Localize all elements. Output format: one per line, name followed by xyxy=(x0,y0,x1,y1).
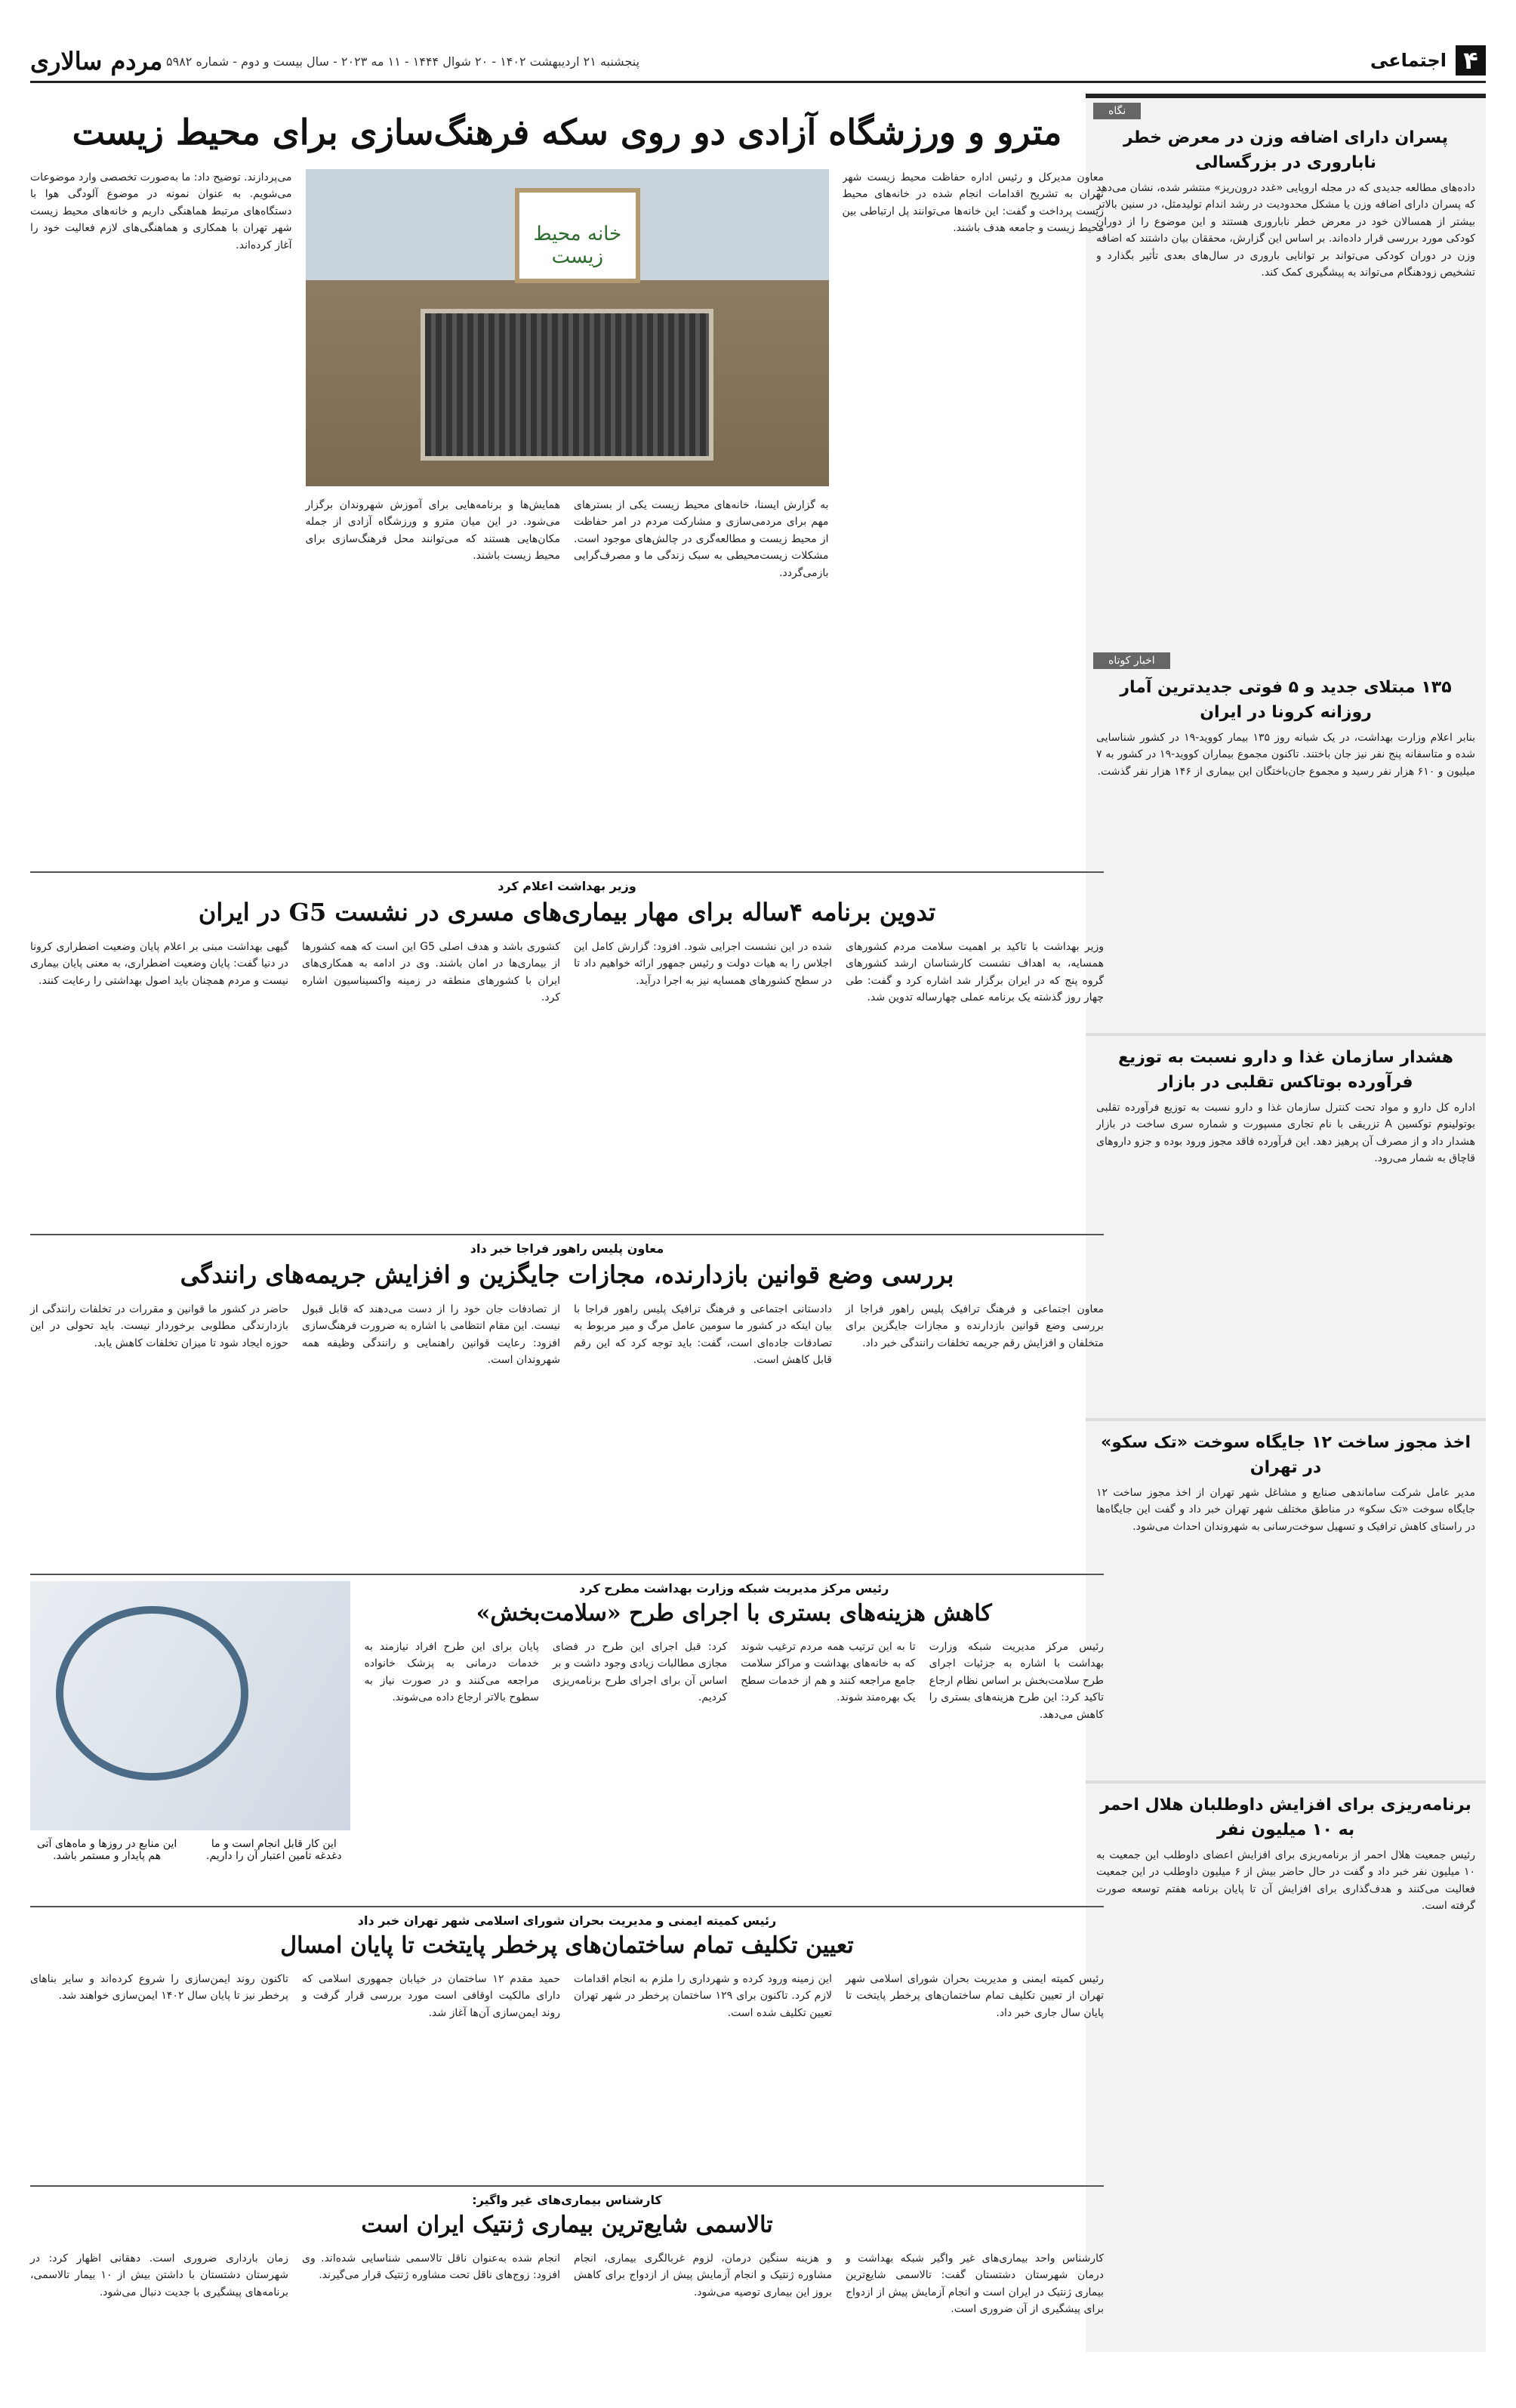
divider xyxy=(1086,1033,1486,1036)
headline: مترو و ورزشگاه آزادی دو روی سکه فرهنگ‌سازی برای محیط زیست xyxy=(72,112,1062,153)
article-salamat-bakhsh xyxy=(30,1581,1104,1898)
article-column: این زمینه ورود کرده و شهرداری را ملزم به انجام اقدامات لازم کرد. تاکنون برای ۱۲۹ ساختمان پرخطر در شهر تهران تعیین تکلیف شده است. xyxy=(574,1973,832,2019)
divider xyxy=(1086,1418,1486,1421)
divider xyxy=(30,871,1104,873)
issue-date-line: پنجشنبه ۲۱ اردیبهشت ۱۴۰۲ - ۲۰ شوال ۱۴۴۴ - ۱۱ مه ۲۰۲۳ - سال بیست و دوم - شماره ۵۹۸۲ xyxy=(166,54,640,69)
divider xyxy=(1086,1781,1486,1784)
headline: تدوین برنامه ۴ساله برای مهار بیماری‌های مسری در نشست G5 در ایران xyxy=(198,898,936,927)
green-house-gate-photo xyxy=(306,169,829,486)
article-g5-meeting xyxy=(30,879,1104,1226)
masthead xyxy=(30,45,1486,83)
article-column: زمان بارداری ضروری است. دهقانی اظهار کرد: در شهرستان دشتستان با داشتن بیش از ۱۰ بیمار تالاسمی، برنامه‌های پیشگیری با جدیت دنبال می‌شود. xyxy=(30,2252,288,2299)
article-body: اداره کل دارو و مواد تحت کنترل سازمان غذا و دارو نسبت به توزیع فرآورده تقلبی بوتولینوم توکسین A تزریقی با نام تجاری مسپورت و شماره سری ساخت در بازار هشدار داد و از مصرف آن پرهیز دهد. این فرآورده فاقد مجوز ورود بوده و جزو داروهای قاچاق به شمار می‌رود. xyxy=(1096,1102,1475,1165)
headline: برنامه‌ریزی برای افزایش داوطلبان هلال احمر به ۱۰ میلیون نفر xyxy=(1100,1796,1471,1839)
article-column: و هزینه سنگین درمان، لزوم غربالگری بیماری، انجام مشاوره ژنتیک و انجام آزمایش پیش از ازدواج برای کاهش بروز این بیماری توصیه می‌شود. xyxy=(574,2252,832,2299)
section-name: اجتماعی xyxy=(1370,50,1447,71)
newspaper-logo: مردم سالاری xyxy=(30,47,163,76)
article-column: حمید مقدم ۱۲ ساختمان در خیابان جمهوری اسلامی که دارای مالکیت اوقافی است مورد بررسی قرار گرفت و روند ایمن‌سازی آن‌ها آغاز شد. xyxy=(302,1973,561,2019)
kicker: رئیس مرکز مدیریت شبکه وزارت بهداشت مطرح کرد xyxy=(579,1581,889,1596)
article-body: مدیر عامل شرکت ساماندهی صنایع و مشاغل شهر تهران از اخذ مجوز ساخت ۱۲ جایگاه سوخت «تک سکو» در مناطق مختلف شهر تهران خبر داد و گفت این جایگاه‌ها در راستای کاهش ترافیک و تسهیل سوخت‌رسانی به شهروندان احداث می‌شود. xyxy=(1096,1487,1475,1533)
section-label: اخبار کوتاه xyxy=(1093,652,1170,669)
article-column: گیهی بهداشت مبنی بر اعلام پایان وضعیت اضطراری کرونا در دنیا گفت: پایان وضعیت اضطراری، به معنی پایان بیماری نیست و مردم همچنان باید اصول بهداشتی را رعایت کنند. xyxy=(30,941,288,987)
article-column: معاون مدیرکل و رئیس اداره حفاظت محیط زیست شهر تهران به تشریح اقدامات انجام شده در خانه‌های محیط زیست پرداخت و گفت: این خانه‌ها می‌توانند پل ارتباطی بین محیط زیست و جامعه هدف باشند. xyxy=(842,171,1104,235)
headline: پسران دارای اضافه وزن در معرض خطر ناباروری در بزرگسالی xyxy=(1123,128,1448,172)
article-column: تاکنون روند ایمن‌سازی را شروع کرده‌اند و سایر بناهای پرخطر نیز تا پایان سال ۱۴۰۲ ایمن‌سازی خواهند شد. xyxy=(30,1973,288,2003)
article-column: کشوری باشد و هدف اصلی G5 این است که همه کشورها از بیماری‌ها در امان باشند. وی در ادامه به همکاری‌های ایران با کشورهای منطقه در زمینه واکسیناسیون اشاره کرد. xyxy=(302,941,560,1004)
headline: تالاسمی شایع‌ترین بیماری ژنتیک ایران است xyxy=(361,2212,773,2238)
gate-door xyxy=(421,309,713,461)
article-traffic-police xyxy=(30,1241,1104,1566)
article-column: شده در این نشست اجرایی شود. افزود: گزارش کامل این اجلاس را به هیات دولت و رئیس جمهور ارائه خواهیم داد تا در سطح کشورهای همسایه نیز به اجرا درآید. xyxy=(574,941,832,987)
article-column: از تصادفات جان خود را از دست می‌دهند که قابل قبول نیست. این مقام انتظامی با اشاره به ضرورت فرهنگ‌سازی افزود: رعایت قوانین راهنمایی و رانندگی وظیفه همه شهروندان است. xyxy=(302,1303,560,1367)
article-column: می‌پردازند. توضیح داد: ما به‌صورت تخصصی وارد موضوعات می‌شویم. به عنوان نمونه در موضوع آلودگی هوا با دستگاه‌های مرتبط هماهنگی داریم و خانه‌های محیط زیست شهر تهران با همکاری و هماهنگی‌های لازم فعالیت خود را آغاز کرده‌اند. xyxy=(30,171,292,251)
headline: ۱۳۵ مبتلای جدید و ۵ فوتی جدیدترین آمار روزانه کرونا در ایران xyxy=(1120,678,1452,722)
sign-text: خانه محیط زیست xyxy=(533,223,622,269)
photo-caption: این کار قابل انجام است و ما دغدغه تامین اعتبار آن را داریم. xyxy=(206,1838,342,1862)
article-column: کرد: قبل اجرای این طرح در فضای مجازی مطالبات زیادی وجود داشت و بر اساس آن برای اجرای طرح برنامه‌ریزی کردیم. xyxy=(552,1641,728,1704)
kicker: معاون پلیس راهور فراجا خبر داد xyxy=(470,1241,664,1256)
article-column: همایش‌ها و برنامه‌هایی برای آموزش شهروندان برگزار می‌شود. در این میان مترو و ورزشگاه آزادی از جمله مکان‌هایی هستند که می‌توانند محل فرهنگ‌سازی برای محیط زیست باشند. xyxy=(305,499,560,563)
stethoscope-icon xyxy=(56,1606,248,1781)
article-column: تا به این ترتیب همه مردم ترغیب شوند که به خانه‌های بهداشت و مراکز سلامت جامع مراجعه کنند و هم از خدمات سطح یک بهره‌مند شوند. xyxy=(741,1641,916,1704)
article-body: رئیس جمعیت هلال احمر از برنامه‌ریزی برای افزایش اعضای داوطلب این جمعیت به ۱۰ میلیون نفر خبر داد و گفت در حال حاضر بیش از ۶ میلیون داوطلب در این جمعیت فعالیت می‌کنند و هدف‌گذاری برای افزایش آن تا پایان برنامه هفتم توسعه صورت گرفته است. xyxy=(1096,1849,1475,1913)
headline: بررسی وضع قوانین بازدارنده، مجازات جایگزین و افزایش جریمه‌های رانندگی xyxy=(180,1260,954,1289)
article-column: وزیر بهداشت با تاکید بر اهمیت سلامت مردم کشورهای همسایه، به اهداف نشست کارشناسان ارشد کشورهای گروه پنج که در ایران برگزار شد اشاره کرد و گفت: طی چهار روز گذشته یک برنامه عملی چهارساله تدوین شد. xyxy=(846,941,1104,1004)
article-body: بنابر اعلام وزارت بهداشت، در یک شبانه روز ۱۳۵ بیمار کووید-۱۹ در کشور شناسایی شده و متاسفانه پنج نفر نیز جان باختند. تاکنون مجموع بیماران کووید-۱۹ در کشور به ۷ میلیون و ۶۱۰ هزار نفر رسید و مجموع جان‌باختگان این بیماری از ۱۴۶ هزار نفر گذشت. xyxy=(1096,732,1475,778)
article-column: دادستانی اجتماعی و فرهنگ ترافیک پلیس راهور فراجا با بیان اینکه در کشور ما سومین عامل مرگ و میر مربوط به تصادفات جاده‌ای است، گفت: باید توجه کرد که این رقم قابل کاهش است. xyxy=(574,1303,832,1367)
right-news-column xyxy=(1086,94,1486,2352)
photo-caption: این منابع در روزها و ماه‌های آتی هم پایدار و مستمر باشد. xyxy=(36,1838,177,1862)
article-column: به گزارش ایسنا، خانه‌های محیط زیست یکی از بسترهای مهم برای مردمی‌سازی و مشارکت مردم در امر حفاظت از محیط زیست و مطالعه‌گری در چالش‌های موجود است. مشکلات زیست‌محیطی به سبک زندگی ما و مصرف‌گرایی بازمی‌گردد. xyxy=(574,499,829,579)
article-column: کارشناس واحد بیماری‌های غیر واگیر شبکه بهداشت و درمان شهرستان دشتستان گفت: تالاسمی شایع‌ترین بیماری ژنتیک در ایران است و انجام آزمایش پیش از ازدواج برای پیشگیری از آن ضروری است. xyxy=(846,2252,1104,2316)
article-column: رئیس کمیته ایمنی و مدیریت بحران شورای اسلامی شهر تهران از تعیین تکلیف تمام ساختمان‌های پرخطر پایتخت تا پایان سال جاری خبر داد. xyxy=(846,1973,1104,2019)
article-column: معاون اجتماعی و فرهنگ ترافیک پلیس راهور فراجا از بررسی وضع قوانین بازدارنده و مجازات جایگزین برای متخلفان و افزایش رقم جریمه تخلفات رانندگی خبر داد. xyxy=(846,1303,1104,1349)
headline: هشدار سازمان غذا و دارو نسبت به توزیع فرآورده بوتاکس تقلبی در بازار xyxy=(1117,1048,1454,1092)
divider xyxy=(30,1574,1104,1575)
article-metro-environment xyxy=(30,112,1104,867)
section-number: ۴ xyxy=(1456,45,1486,76)
divider xyxy=(30,2185,1104,2187)
medical-photo xyxy=(30,1581,350,1830)
article-column: پایان برای این طرح افراد نیازمند به خدمات درمانی به پزشک خانواده مراجعه می‌کنند و در صورت نیاز به سطوح بالاتر ارجاع داده می‌شوند. xyxy=(364,1641,539,1704)
article-column: رئیس مرکز مدیریت شبکه وزارت بهداشت با اشاره به جزئیات اجرای طرح سلامت‌بخش بر اساس نظام ارجاع تاکید کرد: این طرح هزینه‌های بستری را کاهش می‌دهد. xyxy=(929,1641,1104,1721)
section-label: نگاه xyxy=(1093,103,1141,119)
kicker: کارشناس بیماری‌های غیر واگیر: xyxy=(472,2193,662,2207)
article-body: داده‌های مطالعه جدیدی که در مجله اروپایی «غدد درون‌ریز» منتشر شده، نشان می‌دهد که پسران دارای اضافه وزن یا مشکل محدودیت در رشد اندام تولیدمثل، در سنین بالاتر بیشتر از همسالان خود در معرض خطر ناباروری هستند و این موضوع را از دوران کودکی مورد بررسی قرار داده‌اند. بر اساس این گزارش، محققان بیان داشتند که اضافه وزن در دوران کودکی می‌تواند بر توانایی باروری در سال‌های بعدی تأثیر بگذارد و تشخیص زودهنگام می‌تواند به پیشگیری کمک کند. xyxy=(1096,182,1475,279)
divider xyxy=(30,1234,1104,1235)
headline: اخذ مجوز ساخت ۱۲ جایگاه سوخت «تک سکو» در تهران xyxy=(1101,1433,1471,1477)
headline: تعیین تکلیف تمام ساختمان‌های پرخطر پایتخت تا پایان امسال xyxy=(280,1932,854,1959)
main-content xyxy=(30,94,1104,2352)
kicker: وزیر بهداشت اعلام کرد xyxy=(498,879,636,893)
divider xyxy=(30,1906,1104,1907)
green-sign xyxy=(515,188,640,283)
kicker: رئیس کمیته ایمنی و مدیریت بحران شورای اسلامی شهر تهران خبر داد xyxy=(357,1913,777,1928)
article-thalassemia xyxy=(30,2193,1104,2408)
headline: کاهش هزینه‌های بستری با اجرای طرح «سلامت‌بخش» xyxy=(476,1600,992,1626)
article-risky-buildings xyxy=(30,1913,1104,2178)
article-column: حاضر در کشور ما قوانین و مقررات در تخلفات رانندگی از بازدارندگی مطلوبی برخوردار نیست. باید تحولی در این حوزه ایجاد شود تا میزان تخلفات کاهش یابد. xyxy=(30,1303,288,1349)
article-column: انجام شده به‌عنوان ناقل تالاسمی شناسایی شده‌اند. وی افزود: زوج‌های ناقل تحت مشاوره ژنتیک قرار می‌گیرند. xyxy=(302,2252,560,2282)
